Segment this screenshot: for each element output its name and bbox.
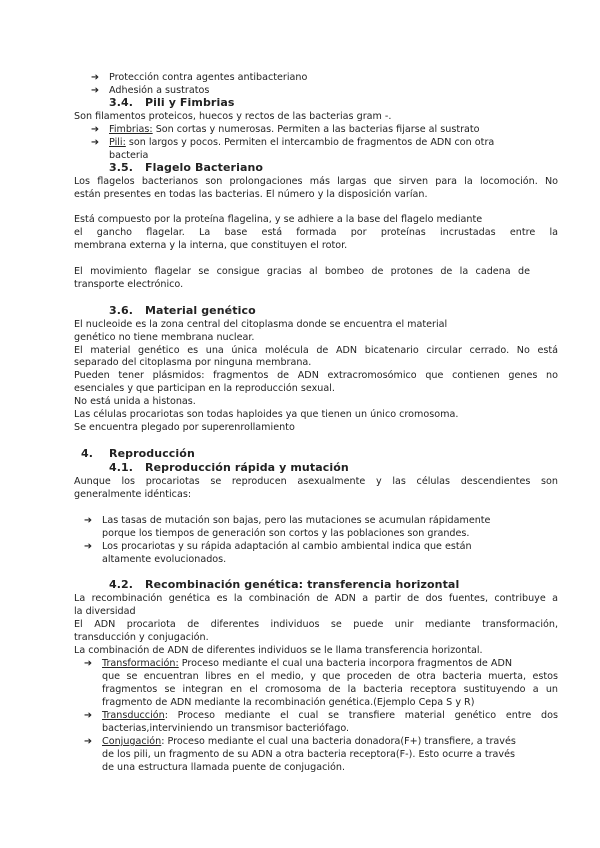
paragraph-line: transducción y conjugación. [74,632,209,643]
paragraph-line: El movimiento flagelar se consigue gracias al bombeo de protones de la cadena de [74,266,530,277]
bullet-continuation: que se encuentran libres en el medio, y que proceden de otra bacteria muerta, estos [102,671,558,682]
bullet-term: Fimbrias: [109,124,153,135]
section-title: Material genético [145,304,256,317]
section-number: 3.4. [109,96,134,109]
paragraph-line: Aunque los procariotas se reproducen asexualmente y las células descendientes son [74,476,558,487]
bullet-continuation: porque los tiempos de generación son cortos y las poblaciones son grandes. [102,528,470,539]
arrow-bullet-icon: ➔ [91,124,100,135]
bullet-continuation: bacterias,interviniendo un transmisor bacteriófago. [102,723,350,734]
paragraph-line: Pueden tener plásmidos: fragmentos de ADN extracromosómico que contienen genes no [74,370,558,381]
bullet-body: : Proceso mediante el cual se transfiere material genético entre dos [164,710,558,721]
section-title: Pili y Fimbrias [145,96,235,109]
bullet-term: Transformación: [102,658,179,669]
bullet-text [109,124,480,136]
bullet-term: Conjugación [102,736,162,747]
arrow-bullet-icon: ➔ [84,541,93,552]
arrow-bullet-icon: ➔ [91,85,100,96]
paragraph-line: No está unida a histonas. [74,396,196,407]
paragraph-line: transporte electrónico. [74,279,184,290]
bullet-body: Proceso mediante el cual una bacteria incorpora fragmentos de ADN [178,658,513,669]
section-title: Reproducción [109,447,195,460]
bullet-continuation: fragmento de ADN mediante la recombinación genética.(Ejemplo Cepa S y R) [102,697,475,708]
paragraph-line: Está compuesto por la proteína flagelina, y se adhiere a la base del flagelo mediante [74,214,483,225]
bullet-text: Los procariotas y su rápida adaptación al cambio ambiental indica que están [102,541,472,552]
section-number: 3.6. [109,304,134,317]
bullet-continuation: fragmentos se integran en el cromosoma de la bacteria receptora sustituyendo a un [102,684,558,695]
paragraph-line: El ADN procariota de diferentes individuos se puede unir mediante transformación, [74,619,558,630]
section-title: Recombinación genética: transferencia horizontal [145,578,460,591]
arrow-bullet-icon: ➔ [84,710,93,721]
bullet-text [102,710,558,722]
paragraph-line: Se encuentra plegado por superenrollamiento [74,422,295,433]
arrow-bullet-icon: ➔ [91,137,100,148]
bullet-text [109,137,494,149]
paragraph-line: Los flagelos bacterianos son prolongaciones más largas que sirven para la locomoción. No [74,176,558,187]
paragraph-line: La recombinación genética es la combinación de ADN a partir de dos fuentes, contribuye a [74,593,558,604]
paragraph-line: la diversidad [74,606,136,617]
bullet-text [102,736,516,748]
paragraph-line: genético no tiene membrana nuclear. [74,332,255,343]
paragraph-line: están presentes en todas las bacterias. El número y la disposición varían. [74,189,428,200]
paragraph-line: separado del citoplasma por ninguna membrana. [74,357,312,368]
section-number: 4.1. [109,461,134,474]
section-title: Reproducción rápida y mutación [145,461,349,474]
bullet-continuation: bacteria [109,150,149,161]
bullet-body: : Proceso mediante el cual una bacteria donadora(F+) transfiere, a través [161,736,516,747]
paragraph-line: La combinación de ADN de diferentes individuos se le llama transferencia horizontal. [74,645,483,656]
paragraph-line: El nucleoide es la zona central del citoplasma donde se encuentra el material [74,319,448,330]
bullet-term: Pili: [109,137,126,148]
bullet-continuation: de una estructura llamada puente de conjugación. [102,762,346,773]
paragraph-line: el gancho flagelar. La base está formada por proteínas incrustadas entre la [74,227,558,238]
section-number: 4.2. [109,578,134,591]
bullet-text: Adhesión a sustratos [109,85,210,96]
paragraph-line: Son filamentos proteicos, huecos y rectos de las bacterias gram -. [74,111,392,122]
bullet-text: Las tasas de mutación son bajas, pero las mutaciones se acumulan rápidamente [102,515,491,526]
bullet-text: Protección contra agentes antibacteriano [109,72,308,83]
bullet-continuation: de los pili, un fragmento de su ADN a otra bacteria receptora(F-). Esto ocurre a través [102,749,515,760]
section-title: Flagelo Bacteriano [145,161,264,174]
arrow-bullet-icon: ➔ [84,658,93,669]
bullet-text [102,658,512,670]
bullet-continuation: altamente evolucionados. [102,554,227,565]
paragraph-line: esenciales y que participan en la reproducción sexual. [74,383,335,394]
paragraph-line: Las células procariotas son todas haploides ya que tienen un único cromosoma. [74,409,459,420]
section-number: 4. [81,447,94,460]
section-number: 3.5. [109,161,134,174]
paragraph-line: generalmente idénticas: [74,489,192,500]
bullet-body: Son cortas y numerosas. Permiten a las bacterias fijarse al sustrato [152,124,480,135]
paragraph-line: El material genético es una única molécula de ADN bicatenario circular cerrado. No está [74,345,558,356]
bullet-body: son largos y pocos. Permiten el intercambio de fragmentos de ADN con otra [125,137,495,148]
arrow-bullet-icon: ➔ [84,515,93,526]
arrow-bullet-icon: ➔ [91,72,100,83]
bullet-term: Transducción [102,710,165,721]
arrow-bullet-icon: ➔ [84,736,93,747]
paragraph-line: membrana externa y la interna, que constituyen el rotor. [74,240,348,251]
